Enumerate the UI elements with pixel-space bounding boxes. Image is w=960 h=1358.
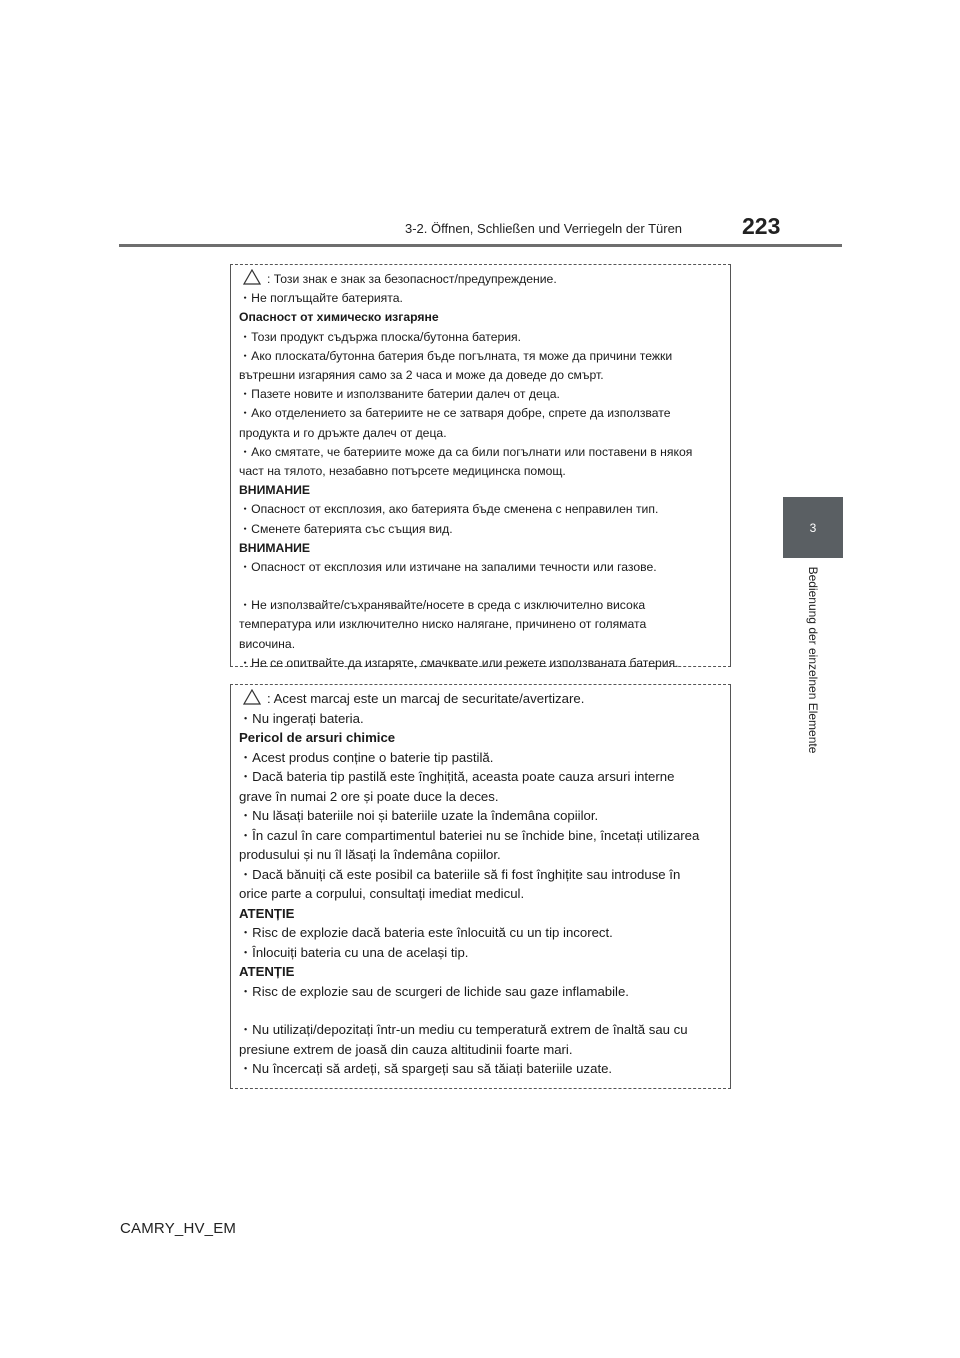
chapter-label: Bedienung der einzelnen Elemente bbox=[806, 566, 820, 754]
notice-line-text: вътрешни изгаряния само за 2 часа и може да доведе до смърт. bbox=[239, 368, 604, 383]
notice-line-text: ・Не поглъщайте батерията. bbox=[239, 291, 403, 306]
section-title: 3-2. Öffnen, Schließen und Verriegeln der Türen bbox=[405, 221, 683, 236]
notice-line bbox=[239, 943, 722, 963]
notice-line-text: ・Пазете новите и използваните батерии далеч от деца. bbox=[239, 387, 560, 402]
notice-line-text: produsului și nu îl lăsați la îndemâna copiilor. bbox=[239, 847, 501, 862]
page-number: 223 bbox=[742, 213, 781, 239]
notice-line-text: ・Този продукт съдържа плоска/бутонна батерия. bbox=[239, 329, 522, 344]
notice-line bbox=[239, 728, 722, 748]
notice-line bbox=[239, 520, 722, 539]
notice-line bbox=[239, 308, 722, 327]
notice-line bbox=[239, 767, 722, 787]
notice-line-text: ・Nu încercați să ardeți, să spargeți sau să tăiați bateriile uzate. bbox=[239, 1061, 613, 1076]
notice-line bbox=[239, 558, 722, 577]
notice-line-text: ・Acest produs conține o baterie tip pastilă. bbox=[239, 749, 494, 765]
notice-line bbox=[239, 635, 722, 654]
notice-line-text: ・Dacă bateria tip pastilă este înghițită, aceasta poate cauza arsuri interne bbox=[239, 769, 675, 784]
notice-line-text: ・În cazul în care compartimentul bateriei nu se închide bine, încetați utilizarea bbox=[239, 827, 700, 843]
notice-line-text: височина. bbox=[239, 636, 296, 651]
notice-line bbox=[239, 269, 722, 289]
notice-line-text: ・Nu ingerați bateria. bbox=[239, 710, 364, 726]
notice-line bbox=[239, 443, 722, 462]
notice-line-text: orice parte a corpului, consultați imediat medicul. bbox=[239, 886, 525, 901]
notice-line bbox=[239, 500, 722, 519]
notice-line bbox=[239, 481, 722, 500]
notice-line-text: presiune extrem de joasă din cauza altitudinii foarte mari. bbox=[239, 1041, 573, 1057]
notice-line-text: Pericol de arsuri chimice bbox=[239, 730, 396, 745]
safety-notice-bulgarian bbox=[230, 264, 731, 670]
notice-line bbox=[239, 385, 722, 404]
header-divider bbox=[119, 244, 842, 247]
notice-line bbox=[239, 689, 722, 709]
notice-line bbox=[239, 709, 722, 729]
notice-line bbox=[239, 596, 722, 615]
notice-line-text: : Acest marcaj este un marcaj de securitate/avertizare. bbox=[267, 691, 585, 706]
notice-line-text: ВНИМАНИЕ bbox=[239, 483, 311, 498]
chapter-number: 3 bbox=[809, 520, 817, 535]
notice-line bbox=[239, 347, 722, 366]
notice-line bbox=[239, 404, 722, 423]
notice-line-text: ・Risc de explozie sau de scurgeri de lichide sau gaze inflamabile. bbox=[239, 983, 629, 999]
notice-line-text: продукта и го дръжте далеч от деца. bbox=[239, 425, 447, 440]
notice-line bbox=[239, 328, 722, 347]
notice-line bbox=[239, 826, 722, 846]
notice-line bbox=[239, 462, 722, 481]
notice-line-text: ・Сменете батерията със същия вид. bbox=[239, 521, 453, 536]
notice-line-text: ・Опасност от експлозия или изтичане на запалими течности или газове. bbox=[239, 560, 657, 575]
notice-line-text: ・Ако отделението за батериите не се затваря добре, спрете да използвате bbox=[239, 406, 671, 421]
notice-line bbox=[239, 366, 722, 385]
notice-line bbox=[239, 845, 722, 865]
notice-line-text: ・Înlocuiți bateria cu una de același tip. bbox=[239, 944, 469, 960]
notice-line bbox=[239, 806, 722, 826]
notice-line bbox=[239, 904, 722, 924]
notice-line bbox=[239, 748, 722, 768]
notice-line bbox=[239, 865, 722, 885]
notice-line bbox=[239, 424, 722, 443]
notice-line bbox=[239, 884, 722, 904]
notice-line-text: grave în numai 2 ore și poate duce la deces. bbox=[239, 788, 499, 804]
notice-line bbox=[239, 289, 722, 308]
notice-line bbox=[239, 615, 722, 634]
notice-line-text: ・Dacă bănuiți că este posibil ca bateriile să fi fost înghițite sau introduse în bbox=[239, 866, 681, 882]
notice-line-text: ・Опасност от експлозия, ако батерията бъде сменена с неправилен тип. bbox=[239, 502, 659, 517]
notice-line bbox=[239, 982, 722, 1002]
notice-line-text: ・Ако плоската/бутонна батерия бъде погълната, тя може да причини тежки bbox=[239, 348, 673, 363]
model-code: CAMRY_HV_EM bbox=[120, 1220, 237, 1237]
spacer-line bbox=[239, 1001, 722, 1020]
notice-line bbox=[239, 923, 722, 943]
notice-line bbox=[239, 962, 722, 982]
chapter-tab bbox=[783, 497, 843, 558]
notice-line-text: Опасност от химическо изгаряне bbox=[239, 310, 439, 325]
warning-triangle-icon bbox=[243, 269, 261, 285]
notice-line-text: ВНИМАНИЕ bbox=[239, 540, 311, 555]
notice-line bbox=[239, 1020, 722, 1040]
notice-line-text: ATENȚIE bbox=[239, 905, 295, 921]
notice-line-text: ・Nu lăsați bateriile noi și bateriile uzate la îndemâna copiilor. bbox=[239, 808, 599, 823]
notice-line-text: ・Nu utilizați/depozitați într-un mediu cu temperatură extrem de înaltă sau cu bbox=[239, 1022, 688, 1037]
notice-line bbox=[239, 1040, 722, 1060]
notice-line-text: ・Не се опитвайте да изгаряте, смачквате или режете използваната батерия. bbox=[239, 655, 679, 670]
notice-line bbox=[239, 787, 722, 807]
notice-line-text: ・Ако смятате, че батериите може да са били погълнати или поставени в някоя bbox=[239, 444, 693, 459]
notice-line-text: ・Не използвайте/съхранявайте/носете в среда с изключително висока bbox=[239, 598, 646, 613]
notice-line bbox=[239, 1059, 722, 1079]
notice-line-text: температура или изключително ниско налягане, причинено от голямата bbox=[239, 617, 647, 632]
warning-triangle-icon bbox=[243, 689, 261, 705]
notice-line-text: ATENȚIE bbox=[239, 964, 295, 979]
notice-line-text: ・Risc de explozie dacă bateria este înlocuită cu un tip incorect. bbox=[239, 925, 613, 940]
safety-notice-romanian bbox=[230, 684, 731, 1089]
notice-line bbox=[239, 654, 722, 673]
notice-line-text: : Този знак е знак за безопасност/предупреждение. bbox=[267, 272, 557, 286]
notice-line-text: част на тялото, незабавно потърсете медицинска помощ. bbox=[239, 464, 566, 479]
notice-line bbox=[239, 539, 722, 558]
spacer-line bbox=[239, 577, 722, 596]
